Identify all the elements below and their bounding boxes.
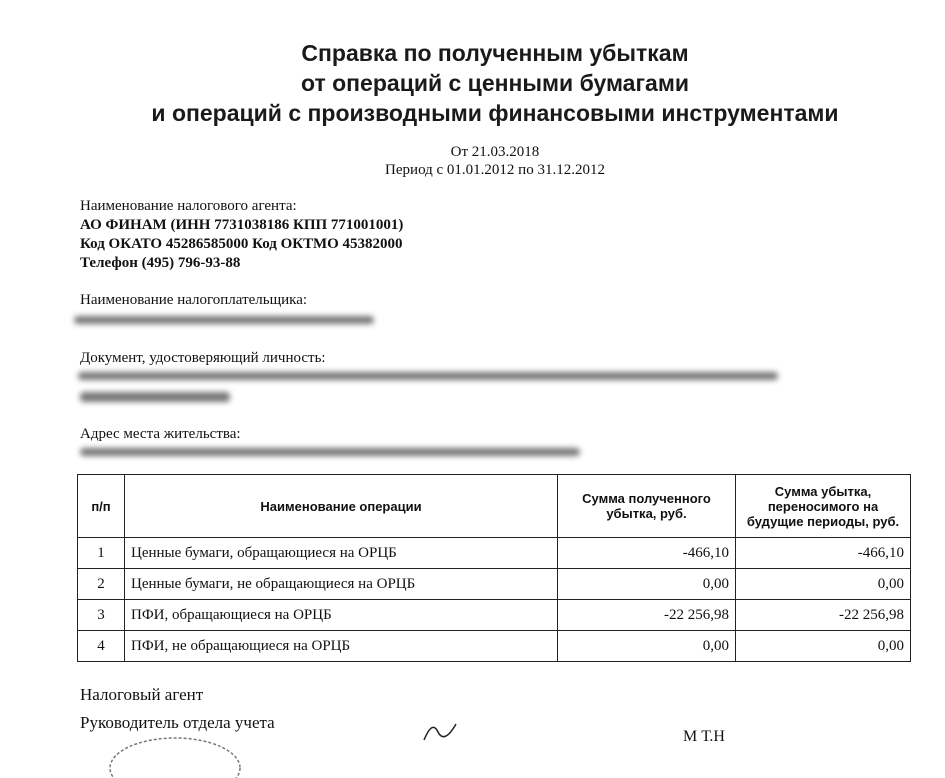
document-title	[0, 38, 945, 128]
title-line-2: от операций с ценными бумагами	[300, 70, 689, 96]
date-block	[0, 143, 945, 179]
row-carryover: 0,00	[736, 631, 911, 662]
row-operation: Ценные бумаги, обращающиеся на ОРЦБ	[125, 538, 558, 569]
row-num: 2	[78, 569, 125, 600]
row-carryover: -466,10	[736, 538, 911, 569]
tax-agent-label: Наименование налогового агента:	[80, 198, 297, 214]
footer-tax-agent: Налоговый агент	[80, 685, 204, 704]
row-num: 1	[78, 538, 125, 569]
tax-agent-phone: Телефон (495) 796-93-88	[80, 255, 241, 271]
stamp-image	[105, 718, 245, 778]
footer-position: Руководитель отдела учета	[80, 713, 275, 732]
header-operation: Наименование операции	[125, 475, 558, 538]
row-carryover: 0,00	[736, 569, 911, 600]
document-redaction	[78, 372, 778, 380]
row-num: 4	[78, 631, 125, 662]
document-label: Документ, удостоверяющий личность:	[80, 350, 326, 366]
row-loss: -466,10	[558, 538, 736, 569]
operations-table	[77, 474, 911, 662]
title-line-3: и операций с производными финансовыми инструментами	[151, 100, 839, 126]
document-redaction-2	[80, 392, 230, 402]
header-num: п/п	[78, 475, 125, 538]
row-loss: -22 256,98	[558, 600, 736, 631]
signatory-name-fragment: М Т.Н	[683, 728, 725, 745]
table-header-row	[78, 475, 911, 538]
row-operation: ПФИ, не обращающиеся на ОРЦБ	[125, 631, 558, 662]
row-num: 3	[78, 600, 125, 631]
taxpayer-redaction	[74, 316, 374, 324]
tax-agent-codes: Код ОКАТО 45286585000 Код ОКТМО 45382000	[80, 236, 403, 252]
row-operation: ПФИ, обращающиеся на ОРЦБ	[125, 600, 558, 631]
taxpayer-label: Наименование налогоплательщика:	[80, 292, 308, 308]
address-redaction	[80, 448, 580, 456]
tax-agent-block	[80, 197, 403, 273]
signature-image	[420, 722, 460, 742]
header-carryover: Сумма убытка, переносимого на будущие периоды, руб.	[736, 475, 911, 538]
table-row	[78, 569, 911, 600]
tax-agent-name: АО ФИНАМ (ИНН 7731038186 КПП 771001001)	[80, 217, 404, 233]
address-label: Адрес места жительства:	[80, 426, 241, 442]
table-row	[78, 538, 911, 569]
issue-date: От 21.03.2018	[450, 144, 540, 160]
row-loss: 0,00	[558, 631, 736, 662]
period: Период с 01.01.2012 по 31.12.2012	[385, 162, 605, 178]
header-loss: Сумма полученного убытка, руб.	[558, 475, 736, 538]
row-loss: 0,00	[558, 569, 736, 600]
row-carryover: -22 256,98	[736, 600, 911, 631]
table-row	[78, 631, 911, 662]
title-line-1: Справка по полученным убыткам	[301, 40, 689, 66]
row-operation: Ценные бумаги, не обращающиеся на ОРЦБ	[125, 569, 558, 600]
table-row	[78, 600, 911, 631]
